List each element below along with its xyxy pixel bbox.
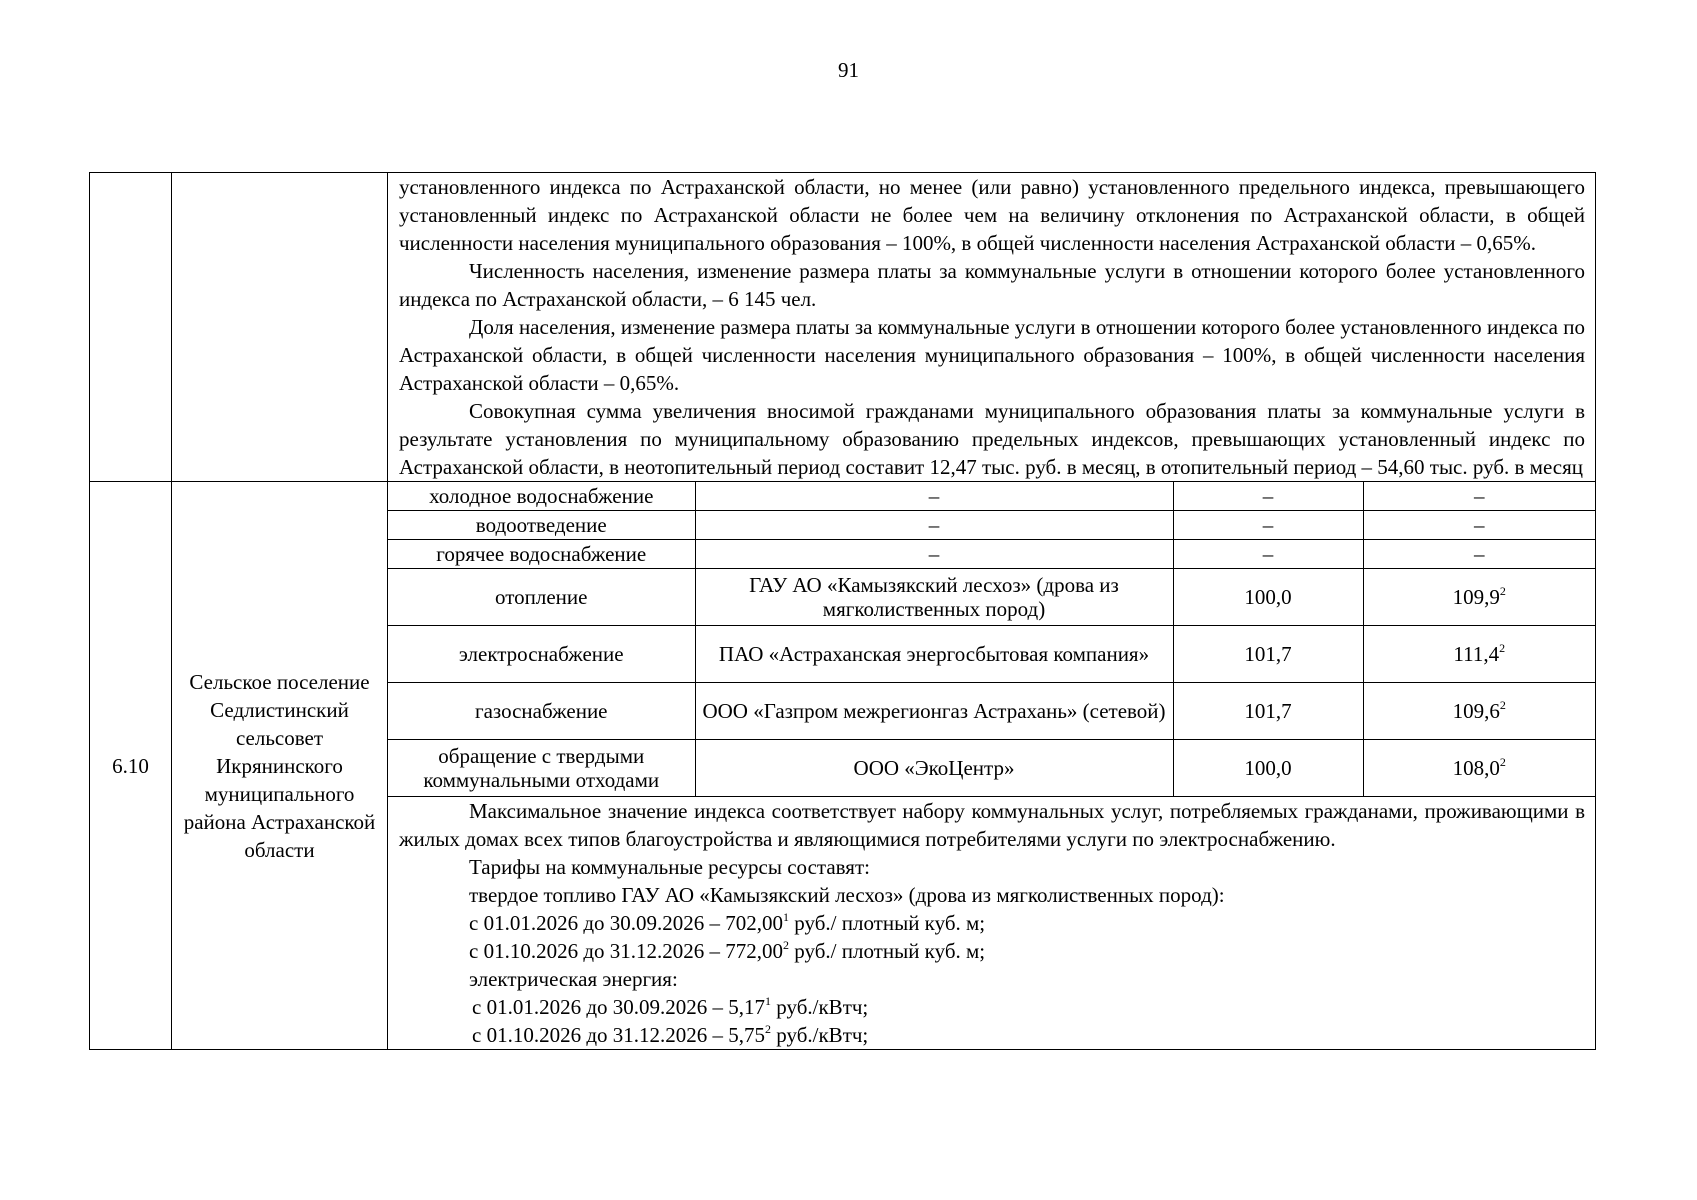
service-name: газоснабжение [388,683,695,740]
note-tariffs-heading: Тарифы на коммунальные ресурсы составят: [469,855,870,879]
note-fuel-period-1: с 01.01.2026 до 30.09.2026 – 702,00$^1$ руб./ плотный куб. м; [469,910,986,935]
max-index-value: – [1363,511,1595,540]
max-index-value: 111,4$^2$ [1363,626,1595,683]
note-fuel-heading: твердое топливо ГАУ АО «Камызякский лесхоз» (дрова из мягколиственных пород): [469,883,1225,907]
entry-row [90,482,1596,1050]
empty-name-cell [172,173,388,482]
municipality-name: Сельское поселение Седлистинский сельсовет Икрянинского муниципального района Астраханской области [172,482,388,1050]
index-value: 101,7 [1173,626,1363,683]
continuation-text-cell [388,173,1596,482]
max-index-value: – [1363,482,1595,511]
index-value: 100,0 [1173,569,1363,626]
index-value: – [1173,482,1363,511]
index-value: 101,7 [1173,683,1363,740]
note-electricity-period-2: с 01.10.2026 до 31.12.2026 – 5,75$^2$ руб./кВтч; [472,1022,869,1047]
service-row [388,540,1595,569]
paragraph: Доля населения, изменение размера платы за коммунальные услуги в отношении которого более установленного индекса по Астраханской области, в общей численности населения муниципального образования – 100%, в общей численности населения Астраханской области – 0,65%. [399,315,1585,395]
service-provider: ПАО «Астраханская энергосбытовая компания» [695,626,1173,683]
service-name: водоотведение [388,511,695,540]
service-provider: ООО «Газпром межрегионгаз Астрахань» (сетевой) [695,683,1173,740]
service-row [388,683,1595,740]
service-provider: ГАУ АО «Камызякский лесхоз» (дрова из мягколиственных пород) [695,569,1173,626]
indices-table [89,172,1596,1050]
service-provider: – [695,511,1173,540]
max-index-value: 108,0$^2$ [1363,740,1595,797]
note-max-index: Максимальное значение индекса соответствует набору коммунальных услуг, потребляемых гражданами, проживающими в жилых домах всех типов благоустройства и являющимися потребителями услуги по электроснабжению. [399,799,1585,851]
index-value: 100,0 [1173,740,1363,797]
service-row [388,740,1595,797]
max-index-value: – [1363,540,1595,569]
service-row [388,511,1595,540]
paragraph: Численность населения, изменение размера платы за коммунальные услуги в отношении которого более установленного индекса по Астраханской области, – 6 145 чел. [399,259,1585,311]
service-name: обращение с твердыми коммунальными отходами [388,740,695,797]
service-row [388,626,1595,683]
paragraph: Совокупная сумма увеличения вносимой гражданами муниципального образования платы за коммунальные услуги в результате установления по муниципальному образованию предельных индексов, превышающих установленный индекс по Астраханской области, в неотопительный период составит 12,47 тыс. руб. в месяц, в отопительный период – 54,60 тыс. руб. в месяц [399,399,1585,479]
index-value: – [1173,511,1363,540]
max-index-value: 109,9$^2$ [1363,569,1595,626]
service-name: отопление [388,569,695,626]
continuation-row [90,173,1596,482]
note-electricity-period-1: с 01.01.2026 до 30.09.2026 – 5,17$^1$ руб./кВтч; [472,994,869,1019]
page-number: 91 [838,58,859,82]
service-row [388,569,1595,626]
services-table [388,482,1595,797]
service-provider: ООО «ЭкоЦентр» [695,740,1173,797]
empty-number-cell [90,173,172,482]
service-name: горячее водоснабжение [388,540,695,569]
paragraph: установленного индекса по Астраханской области, но менее (или равно) установленного предельного индекса, превышающего установленный индекс по Астраханской области не более чем на величину отклонения по Астраханской области, в общей численности населения муниципального образования – 100%, в общей численности населения Астраханской области – 0,65%. [399,175,1585,255]
max-index-value: 109,6$^2$ [1363,683,1595,740]
note-electricity-heading: электрическая энергия: [469,967,678,991]
notes-block [388,797,1595,1049]
service-provider: – [695,482,1173,511]
service-row [388,482,1595,511]
note-fuel-period-2: с 01.10.2026 до 31.12.2026 – 772,00$^2$ руб./ плотный куб. м; [469,938,986,963]
entry-number: 6.10 [90,482,172,1050]
services-cell [388,482,1596,1050]
index-value: – [1173,540,1363,569]
service-name: электроснабжение [388,626,695,683]
service-provider: – [695,540,1173,569]
service-name: холодное водоснабжение [388,482,695,511]
